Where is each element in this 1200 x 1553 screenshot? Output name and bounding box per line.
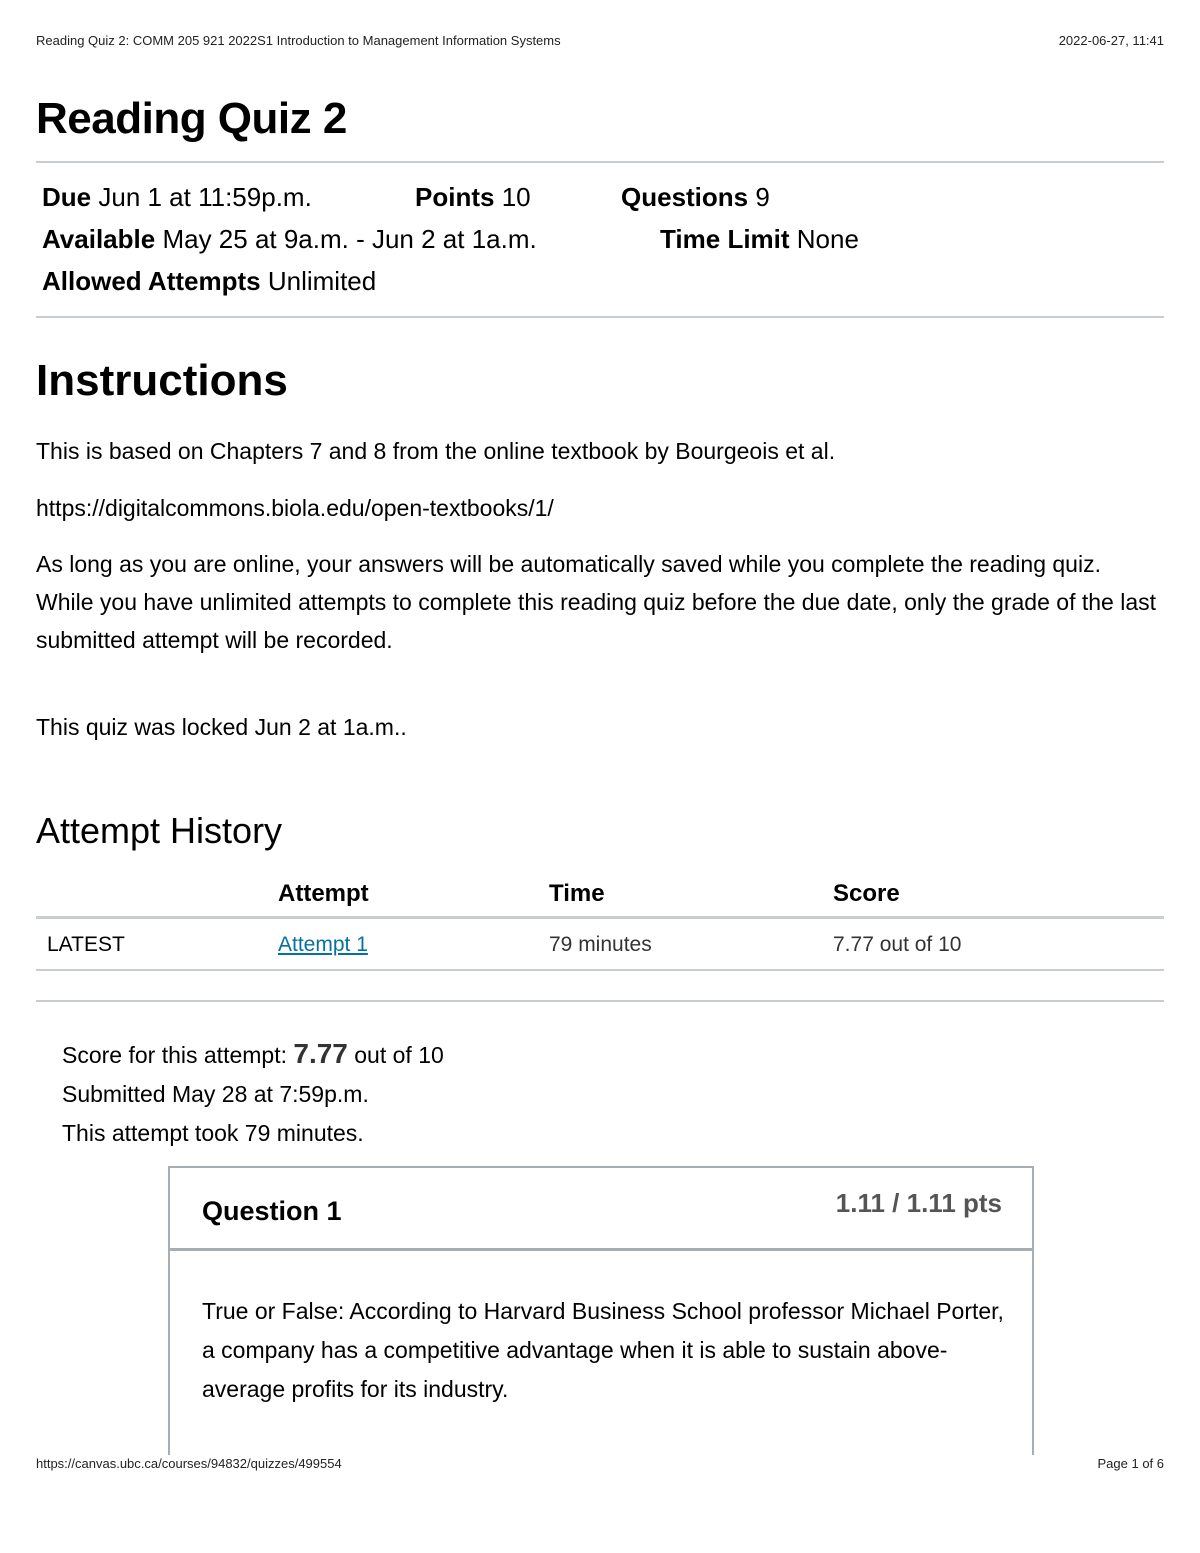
available-value: May 25 at 9a.m. - Jun 2 at 1a.m. bbox=[162, 224, 537, 254]
duration-line: This attempt took 79 minutes. bbox=[62, 1120, 364, 1146]
latest-label: LATEST bbox=[47, 933, 125, 956]
table-row bbox=[36, 919, 1164, 971]
questions-info bbox=[621, 176, 770, 218]
page-title: Reading Quiz 2 bbox=[36, 94, 347, 143]
available-info bbox=[42, 218, 537, 260]
quiz-meta-row-3 bbox=[42, 260, 376, 302]
instructions-paragraph: This is based on Chapters 7 and 8 from the online textbook by Bourgeois et al. bbox=[36, 438, 836, 464]
print-footer bbox=[36, 1456, 1164, 1471]
points-info bbox=[415, 176, 531, 218]
question-text: True or False: According to Harvard Business School professor Michael Porter, a company has a competitive advantage when it is able to sustain above-average profits for its industry. bbox=[202, 1298, 1004, 1402]
column-header-time: Time bbox=[549, 880, 605, 907]
points-value: 10 bbox=[501, 182, 531, 212]
score-value: 7.77 bbox=[293, 1038, 348, 1069]
questions-label: Questions bbox=[621, 182, 749, 212]
page-number: Page 1 of 6 bbox=[1097, 1456, 1164, 1471]
print-header-title: Reading Quiz 2: COMM 205 921 2022S1 Introduction to Management Information Systems bbox=[36, 33, 561, 48]
locked-notice: This quiz was locked Jun 2 at 1a.m.. bbox=[36, 714, 407, 740]
time-limit-label: Time Limit bbox=[660, 224, 790, 254]
due-info bbox=[42, 176, 312, 218]
question-points: 1.11 / 1.11 pts bbox=[835, 1188, 1002, 1218]
time-limit-info bbox=[660, 218, 859, 260]
points-label: Points bbox=[415, 182, 495, 212]
question-card bbox=[168, 1166, 1034, 1455]
instructions-paragraph: As long as you are online, your answers will be automatically saved while you complete the reading quiz. While you have unlimited attempts to complete this reading quiz before the due date, only the grade of the last submitted attempt will be recorded. bbox=[36, 551, 1157, 653]
score-prefix: Score for this attempt: bbox=[62, 1042, 294, 1068]
print-header bbox=[36, 33, 1164, 48]
allowed-attempts-label: Allowed Attempts bbox=[42, 266, 261, 296]
attempt-score: 7.77 out of 10 bbox=[833, 933, 962, 956]
attempt-summary bbox=[62, 1034, 444, 1153]
question-title: Question 1 bbox=[202, 1196, 342, 1226]
instructions-heading: Instructions bbox=[36, 356, 288, 405]
divider bbox=[36, 161, 1164, 163]
score-suffix: out of 10 bbox=[347, 1042, 444, 1068]
due-label: Due bbox=[42, 182, 92, 212]
divider bbox=[36, 316, 1164, 318]
divider bbox=[36, 1000, 1164, 1002]
questions-value: 9 bbox=[755, 182, 770, 212]
score-line bbox=[62, 1034, 444, 1075]
due-value: Jun 1 at 11:59p.m. bbox=[98, 182, 312, 212]
table-header-row bbox=[36, 874, 1164, 919]
print-footer-url: https://canvas.ubc.ca/courses/94832/quizzes/499554 bbox=[36, 1456, 342, 1471]
allowed-attempts-value: Unlimited bbox=[267, 266, 377, 296]
attempt-link[interactable]: Attempt 1 bbox=[278, 933, 368, 956]
column-header-score: Score bbox=[833, 880, 900, 907]
attempt-history-heading: Attempt History bbox=[36, 810, 283, 851]
attempt-time: 79 minutes bbox=[549, 933, 652, 956]
column-header-attempt: Attempt bbox=[278, 880, 369, 907]
attempt-history-table bbox=[36, 874, 1164, 971]
textbook-url: https://digitalcommons.biola.edu/open-textbooks/1/ bbox=[36, 495, 554, 521]
time-limit-value: None bbox=[796, 224, 859, 254]
submitted-line: Submitted May 28 at 7:59p.m. bbox=[62, 1081, 369, 1107]
question-header bbox=[170, 1168, 1032, 1251]
available-label: Available bbox=[42, 224, 156, 254]
print-header-timestamp: 2022-06-27, 11:41 bbox=[1058, 33, 1164, 48]
